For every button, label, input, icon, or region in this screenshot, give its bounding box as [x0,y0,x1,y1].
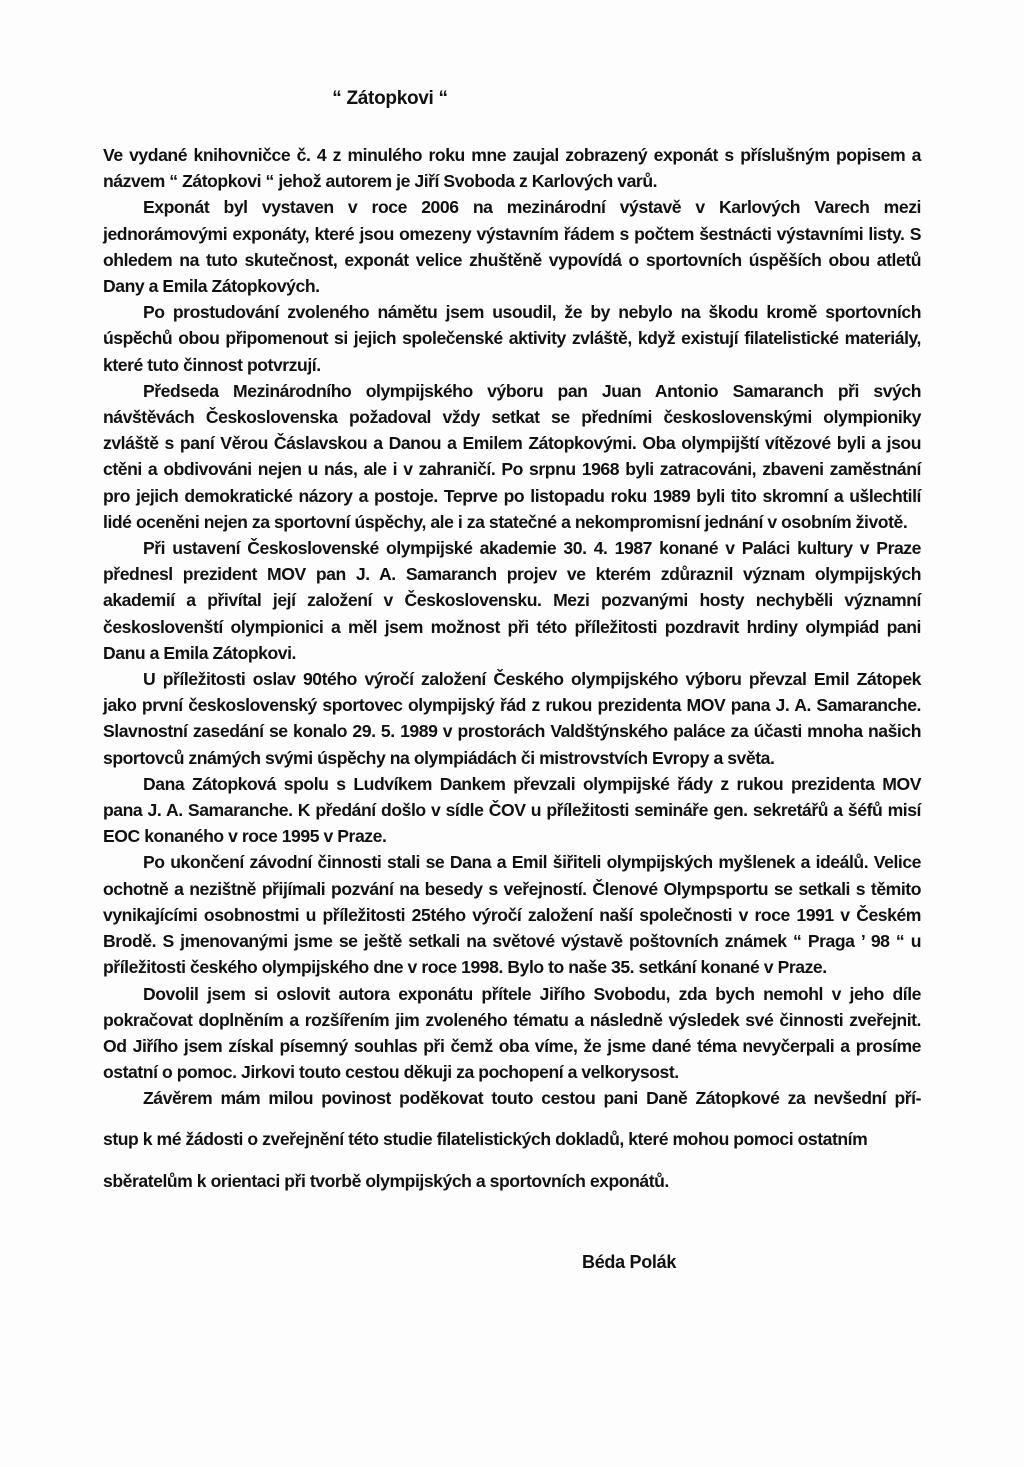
signature: Béda Polák [582,1252,677,1272]
paragraph-thanks-line-2: stup k mé žádosti o zveřejnění této studie filatelistických dokladů, které mohou pomoci ostatním [103,1128,868,1149]
paragraph-intro: Ve vydané knihovničce č. 4 z minulého roku mne zaujal zobrazený exponát s příslušným popisem a názvem “ Zátopkovi “ jehož autorem je Jiří Svoboda z Karlových varů. [103,145,921,192]
paragraph-dana-order: Dana Zátopková spolu s Ludvíkem Dankem převzali olympijské řády z rukou prezidenta MOV pana J. A. Samaranche. K předání došlo v sídle ČOV u příležitosti semináře gen. sekretářů a šéfů misí EOC konaného v roce 1995 v Praze. [103,773,921,847]
document-title: “ Zátopkovi “ [332,88,448,109]
paragraph-anniversary: U příležitosti oslav 90tého výročí založení Českého olympijského výboru převzal Emil Zátopek jako první československý sportovec olympijský řád z rukou prezidenta MOV pana J. A. Samaranche. Slavnostní zasedání se konalo 29. 5. 1989 v prostorách Valdštýnského paláce za účasti mnoha našich sportovců známých svými úspěchy na olympiádách či mistrovstvích Evropy a světa. [103,669,921,768]
paragraph-ideals: Po ukončení závodní činnosti stali se Dana a Emil šiřiteli olympijských myšlenek a ideálů. Velice ochotně a nezištně přijímali pozvání na besedy s veřejností. Členové Olympsportu se setkali s těmito vynikajícími osobnostmi u příležitosti 25tého výročí založení naší společnosti v roce 1991 v Českém Brodě. S jmenovanými jsme se ještě setkali na světové výstavě poštovních známek “ Praga ’ 98 “ u příležitosti českého olympijského dne v roce 1998. Bylo to naše 35. setkání konané v Praze. [103,852,921,978]
paragraph-exhibit: Exponát byl vystaven v roce 2006 na mezinárodní výstavě v Karlových Varech mezi jednorámovými exponáty, které jsou omezeny výstavním řádem s počtem šestnácti výstavními listy. S ohledem na tuto skutečnost, exponát velice zhuštěně vypovídá o sportovních úspěších obou atletů Dany a Emila Zátopkových. [103,197,921,297]
paragraph-samaranch: Předseda Mezinárodního olympijského výboru pan Juan Antonio Samaranch při svých návštěvách Československa požadoval vždy setkat se předními československými olympioniky zvláště s paní Věrou Čáslavskou a Danou a Emilem Zátopkovými. Oba olympijští vítězové byli a jsou ctěni a obdivováni nejen u nás, ale i v zahraničí. Po srpnu 1968 byli zatracováni, zbaveni zaměstnání pro jejich demokratické názory a postoje. Teprve po listopadu roku 1989 byli tito skromní a ušlechtilí lidé oceněni nejen za sportovní úspěchy, ale i za statečné a nekompromisní jednání v osobním životě. [103,380,921,532]
paragraph-thanks-line-1: Závěrem mám milou povinost poděkovat touto cestou pani Daně Zátopkové za nevšední pří- [143,1088,921,1109]
paragraph-academy: Při ustavení Československé olympijské akademie 30. 4. 1987 konané v Paláci kultury v Praze přednesl prezident MOV pan J. A. Samaranch projev ve kterém zdůraznil význam olympijských akademií a přivítal její založení v Československu. Mezi pozvanými hosty nechyběli významní českoslovenští olympionici a měl jsem možnost při této příležitosti pozdravit hrdiny olympiád pani Danu a Emila Zátopkovi. [103,538,921,663]
paragraph-svoboda: Dovolil jsem si oslovit autora exponátu přítele Jiřího Svobodu, zda bych nemohl v jeho díle pokračovat doplněním a rozšířením jim zvoleného tématu a následně výsledek své činnosti zveřejnit. Od Jiřího jsem získal písemný souhlas při čemž oba víme, že jsme dané téma nevyčerpali a prosíme ostatní o pomoc. Jirkovi touto cestou děkuji za pochopení a velkorysost. [103,983,921,1083]
paragraph-study: Po prostudování zvoleného námětu jsem usoudil, že by nebylo na škodu kromě sportovních úspěchů obou připomenout si jejich společenské aktivity zvláště, když existují filatelistické materiály, které tuto činnost potvrzují. [103,302,921,375]
document-body [103,142,921,1194]
paragraph-thanks-line-3: sběratelům k orientaci při tvorbě olympijských a sportovních exponátů. [103,1170,669,1191]
